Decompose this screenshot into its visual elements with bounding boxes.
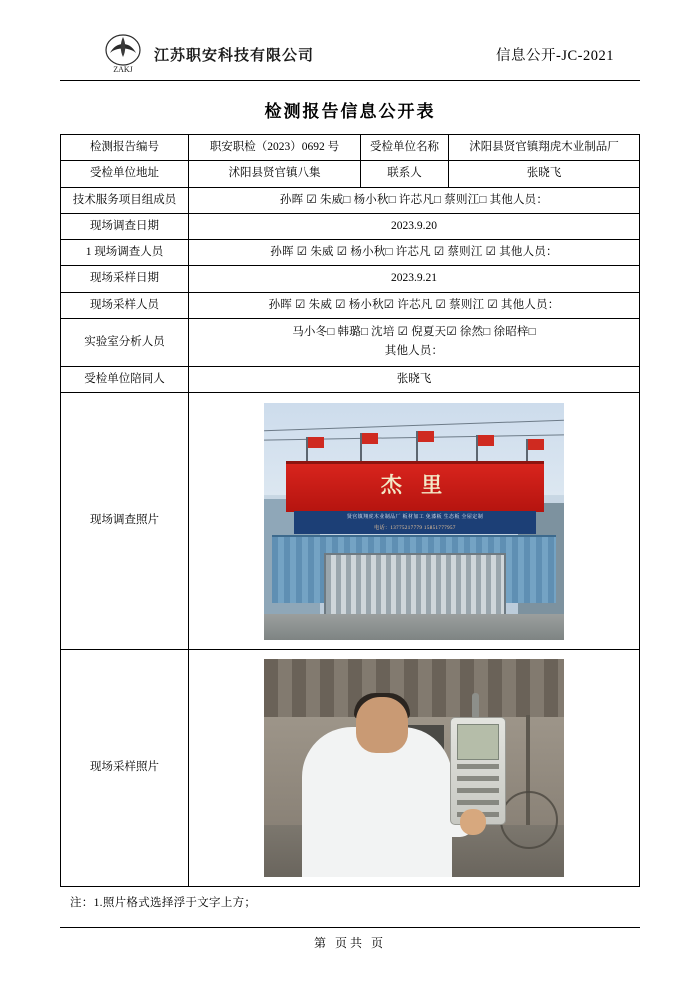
- client-name-label: 受检单位名称: [361, 135, 449, 161]
- table-row: [61, 213, 640, 239]
- page-number: 第 页共 页: [313, 936, 386, 950]
- company-name: 江苏职安科技有限公司: [154, 47, 315, 64]
- table-footnote: 注：1.照片格式选择浮于文字上方；: [70, 897, 257, 910]
- table-row: [61, 161, 640, 187]
- sampling-date-value: 2023.9.21: [189, 266, 640, 292]
- team-members-value: 孙晖 ☑ 朱威□ 杨小秋□ 许芯凡□ 蔡则江□ 其他人员：: [189, 187, 640, 213]
- table-row: [61, 187, 640, 213]
- photo2-roof: [264, 659, 564, 717]
- photo2-meter-screen: [457, 724, 499, 760]
- page-footer: [60, 927, 640, 951]
- company-logo-icon: [100, 33, 146, 75]
- contact-label: 联系人: [361, 161, 449, 187]
- table-row: [61, 318, 640, 366]
- sampling-photo-cell: [189, 650, 640, 887]
- header-divider: [60, 80, 640, 81]
- lab-staff-label: 实验室分析人员: [61, 318, 189, 366]
- lab-staff-line-2: 其他人员：: [384, 345, 444, 358]
- table-row: [61, 366, 640, 392]
- table-row: [61, 292, 640, 318]
- survey-photo-image: [264, 403, 564, 640]
- photo1-flag: [362, 433, 378, 444]
- photo1-flag: [418, 431, 434, 442]
- sampling-staff-label: 现场采样人员: [61, 292, 189, 318]
- document-code: 信息公开-JC-2021: [496, 47, 614, 64]
- lab-staff-value: [189, 318, 640, 366]
- report-no-value: 职安职检（2023）0692 号: [189, 135, 361, 161]
- sampling-photo-label: 现场采样照片: [61, 650, 189, 887]
- survey-date-value: 2023.9.20: [189, 213, 640, 239]
- photo2-bicycle-wheel: [500, 791, 558, 849]
- photo2-person-hand: [460, 809, 486, 835]
- photo1-sub-signboard: [294, 511, 536, 534]
- photo2-microphone-icon: [472, 693, 479, 719]
- client-address-value: 沭阳县贤官镇八集: [189, 161, 361, 187]
- photo1-sign-main-text: 杰 里: [380, 472, 450, 497]
- survey-staff-label: 1 现场调查人员: [61, 240, 189, 266]
- report-no-label: 检测报告编号: [61, 135, 189, 161]
- photo1-flag: [308, 437, 324, 448]
- photo2-person-head: [356, 697, 408, 753]
- client-address-label: 受检单位地址: [61, 161, 189, 187]
- photo1-flag: [528, 439, 544, 450]
- table-row: [61, 266, 640, 292]
- contact-value: 张晓飞: [449, 161, 640, 187]
- sampling-photo-image: [264, 659, 564, 877]
- photo1-flag: [478, 435, 494, 446]
- table-row: [61, 393, 640, 650]
- photo1-ground: [264, 614, 564, 640]
- page-title: 检测报告信息公开表: [264, 102, 436, 121]
- photo1-signboard: [286, 461, 544, 512]
- page-header: [60, 30, 640, 78]
- report-info-table: [60, 134, 640, 887]
- accompany-label: 受检单位陪同人: [61, 366, 189, 392]
- footer-divider: [60, 927, 640, 928]
- table-row: [61, 240, 640, 266]
- survey-photo-cell: [189, 393, 640, 650]
- sampling-date-label: 现场采样日期: [61, 266, 189, 292]
- team-members-label: 技术服务项目组成员: [61, 187, 189, 213]
- client-name-value: 沭阳县贤官镇翔虎木业制品厂: [449, 135, 640, 161]
- lab-staff-line-1: 马小冬□ 韩璐□ 沈培 ☑ 倪夏天☑ 徐然□ 徐昭梓□: [292, 325, 536, 338]
- table-row: [61, 135, 640, 161]
- brand: [100, 33, 314, 75]
- sampling-staff-value: 孙晖 ☑ 朱威 ☑ 杨小秋☑ 许芯凡 ☑ 蔡则江 ☑ 其他人员：: [189, 292, 640, 318]
- table-row: [61, 650, 640, 887]
- survey-staff-value: 孙晖 ☑ 朱威 ☑ 杨小秋□ 许芯凡 ☑ 蔡则江 ☑ 其他人员：: [189, 240, 640, 266]
- photo1-sign-sub-line-1: 贤官镇翔虎木业制品厂 板材加工 免漆板 生态板 全屋定制: [346, 514, 484, 520]
- photo1-sign-sub-line-2: 电话：13775217779 15851777957: [374, 525, 456, 531]
- survey-date-label: 现场调查日期: [61, 213, 189, 239]
- survey-photo-label: 现场调查照片: [61, 393, 189, 650]
- accompany-value: 张晓飞: [189, 366, 640, 392]
- svg-text:ZAKJ: ZAKJ: [113, 65, 133, 74]
